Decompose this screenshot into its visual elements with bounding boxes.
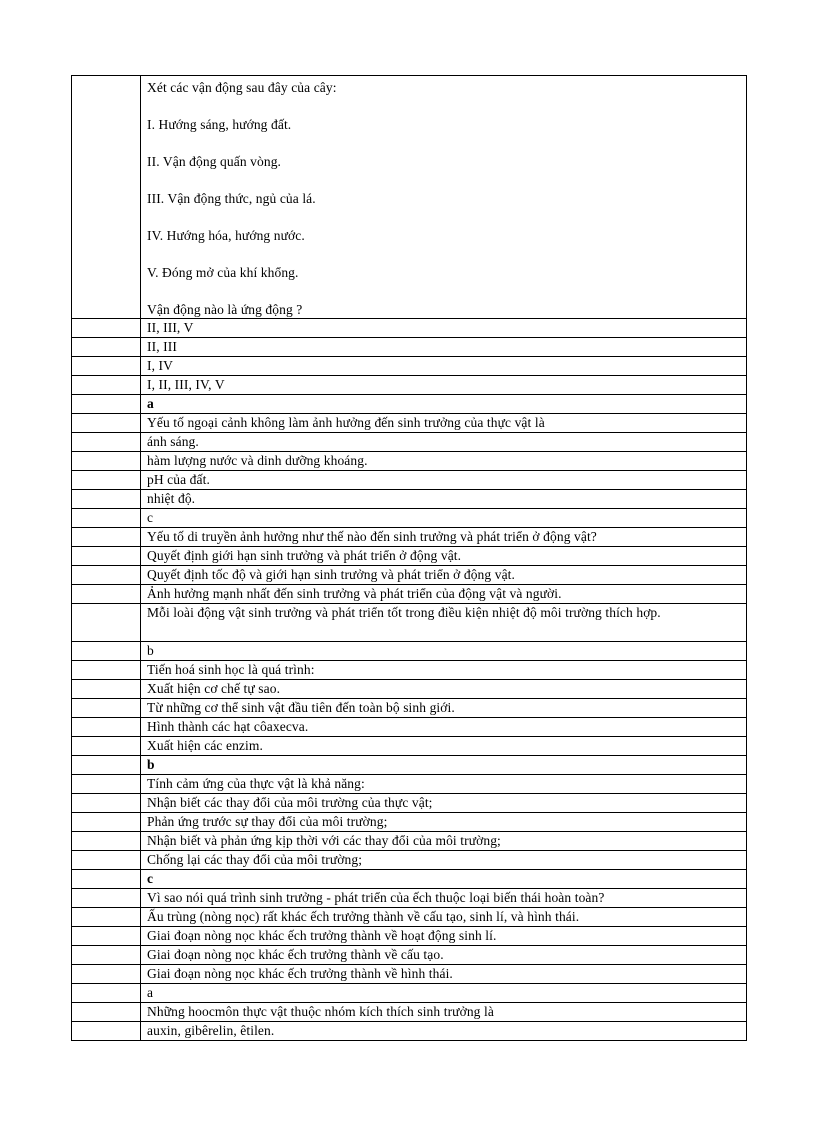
table-row [72,471,747,490]
left-cell [72,946,141,965]
left-cell [72,395,141,414]
table-row [72,528,747,547]
table-row [72,452,747,471]
left-cell [72,76,141,319]
left-cell [72,813,141,832]
row-text-cell: Xuất hiện các enzim. [141,737,747,756]
row-text-cell: Ấu trùng (nòng nọc) rất khác ếch trưởng thành về cấu tạo, sinh lí, và hình thái. [141,908,747,927]
table-row [72,414,747,433]
left-cell [72,490,141,509]
row-text-cell: Nhận biết các thay đổi của môi trường của thực vật; [141,794,747,813]
row-text-cell: Giai đoạn nòng nọc khác ếch trưởng thành về cấu tạo. [141,946,747,965]
table-row [72,604,747,642]
intro-line: V. Đóng mở của khí khổng. [147,265,299,280]
table-row [72,984,747,1003]
left-cell [72,870,141,889]
question-intro-row [72,76,747,319]
table-row [72,357,747,376]
left-cell [72,604,141,642]
table-row [72,490,747,509]
left-cell [72,984,141,1003]
left-cell [72,718,141,737]
table-row [72,1022,747,1041]
table-row [72,775,747,794]
row-text-cell: b [141,642,747,661]
question-table [71,75,747,1041]
row-text-cell: II, III, V [141,319,747,338]
left-cell [72,376,141,395]
table-row [72,946,747,965]
table-row [72,661,747,680]
table-row [72,794,747,813]
row-text-cell: I, II, III, IV, V [141,376,747,395]
left-cell [72,338,141,357]
table-row [72,870,747,889]
left-cell [72,1003,141,1022]
left-cell [72,642,141,661]
table-row [72,756,747,775]
intro-line: III. Vận động thức, ngủ của lá. [147,191,316,206]
table-row [72,889,747,908]
row-text-cell: Yếu tố ngoại cảnh không làm ảnh hưởng đến sinh trưởng của thực vật là [141,414,747,433]
row-text-cell: Vì sao nói quá trình sinh trưởng - phát triển của ếch thuộc loại biến thái hoàn toàn? [141,889,747,908]
row-text-cell: Quyết định tốc độ và giới hạn sinh trưởng và phát triển ở động vật. [141,566,747,585]
row-text-cell: c [141,870,747,889]
left-cell [72,661,141,680]
left-cell [72,357,141,376]
intro-line: IV. Hướng hóa, hướng nước. [147,228,305,243]
left-cell [72,794,141,813]
table-row [72,1003,747,1022]
left-cell [72,680,141,699]
left-cell [72,1022,141,1041]
table-row [72,699,747,718]
row-text-cell: hàm lượng nước và dinh dưỡng khoáng. [141,452,747,471]
intro-line: Xét các vận động sau đây của cây: [147,80,337,95]
table-row [72,927,747,946]
intro-line: Vận động nào là ứng động ? [147,302,303,317]
table-row [72,718,747,737]
row-text-cell: II, III [141,338,747,357]
row-text-cell: Chống lại các thay đổi của môi trường; [141,851,747,870]
table-row [72,832,747,851]
left-cell [72,452,141,471]
table-row [72,338,747,357]
left-cell [72,547,141,566]
row-text-cell: I, IV [141,357,747,376]
row-text-cell: ánh sáng. [141,433,747,452]
left-cell [72,699,141,718]
table-row [72,585,747,604]
left-cell [72,566,141,585]
left-cell [72,509,141,528]
row-text-cell: Những hoocmôn thực vật thuộc nhóm kích thích sinh trưởng là [141,1003,747,1022]
table-row [72,395,747,414]
table-row [72,433,747,452]
left-cell [72,965,141,984]
left-cell [72,851,141,870]
row-text-cell: Tính cảm ứng của thực vật là khả năng: [141,775,747,794]
table-row [72,851,747,870]
left-cell [72,832,141,851]
table-row [72,566,747,585]
question-intro-cell [141,76,747,319]
table-row [72,509,747,528]
row-text-cell: Quyết định giới hạn sinh trưởng và phát triển ở động vật. [141,547,747,566]
row-text-cell: Phản ứng trước sự thay đổi của môi trường; [141,813,747,832]
row-text-cell: b [141,756,747,775]
table-row [72,642,747,661]
table-row [72,737,747,756]
row-text-cell: a [141,984,747,1003]
row-text-cell: Giai đoạn nòng nọc khác ếch trưởng thành về hình thái. [141,965,747,984]
table-row [72,376,747,395]
row-text-cell: Mỗi loài động vật sinh trưởng và phát triển tốt trong điều kiện nhiệt độ môi trường thích hợp. [141,604,747,642]
intro-line: I. Hướng sáng, hướng đất. [147,117,292,132]
left-cell [72,737,141,756]
left-cell [72,414,141,433]
left-cell [72,775,141,794]
left-cell [72,433,141,452]
left-cell [72,889,141,908]
row-text-cell: nhiệt độ. [141,490,747,509]
row-text-cell: Ảnh hưởng mạnh nhất đến sinh trưởng và phát triển của động vật và người. [141,585,747,604]
left-cell [72,927,141,946]
row-text-cell: Yếu tố di truyền ảnh hưởng như thế nào đến sinh trưởng và phát triển ở động vật? [141,528,747,547]
intro-line: II. Vận động quấn vòng. [147,154,282,169]
left-cell [72,319,141,338]
table-row [72,908,747,927]
left-cell [72,471,141,490]
table-row [72,547,747,566]
table-row [72,813,747,832]
row-text-cell: Giai đoạn nòng nọc khác ếch trưởng thành về hoạt động sinh lí. [141,927,747,946]
row-text-cell: Xuất hiện cơ chế tự sao. [141,680,747,699]
row-text-cell: Tiến hoá sinh học là quá trình: [141,661,747,680]
row-text-cell: c [141,509,747,528]
row-text-cell: Nhận biết và phản ứng kịp thời với các thay đổi của môi trường; [141,832,747,851]
row-text-cell: pH của đất. [141,471,747,490]
left-cell [72,756,141,775]
table-row [72,319,747,338]
row-text-cell: Hình thành các hạt côaxecva. [141,718,747,737]
left-cell [72,585,141,604]
table-row [72,680,747,699]
row-text-cell: auxin, gibêrelin, êtilen. [141,1022,747,1041]
row-text-cell: Từ những cơ thể sinh vật đầu tiên đến toàn bộ sinh giới. [141,699,747,718]
left-cell [72,528,141,547]
table-row [72,965,747,984]
question-table-body [72,76,747,1041]
left-cell [72,908,141,927]
row-text-cell: a [141,395,747,414]
